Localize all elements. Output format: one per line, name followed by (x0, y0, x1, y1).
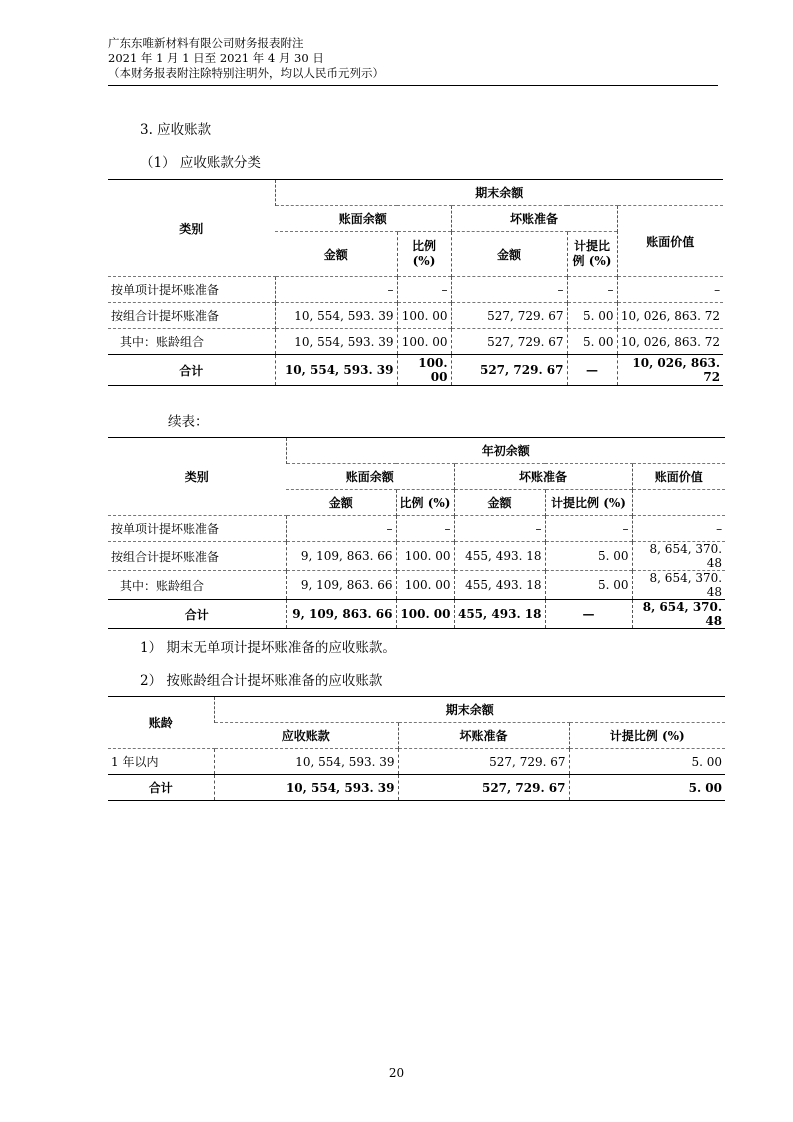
report-period: 2021 年 1 月 1 日至 2021 年 4 月 30 日 (108, 51, 324, 65)
header-bad-debt: 坏账准备 (398, 723, 569, 749)
table-row: 1 年以内 10, 554, 593. 39 527, 729. 67 5. 00 (108, 749, 725, 775)
total-row: 合计 10, 554, 593. 39 100. 00 527, 729. 67 — 10, 026, 863. 72 (108, 355, 723, 386)
section-subtitle: （1） 应收账款分类 (140, 155, 261, 171)
table-row: 其中：账龄组合 10, 554, 593. 39 100. 00 527, 729. 67 5. 00 10, 026, 863. 72 (108, 329, 723, 355)
total-row: 合计 9, 109, 863. 66 100. 00 455, 493. 18 — 8, 654, 370. 48 (108, 600, 725, 629)
receivables-closing-table (108, 179, 723, 386)
receivables-opening-table (108, 437, 725, 629)
continued-label: 续表： (168, 414, 209, 430)
header-amount: 金额 (286, 490, 396, 516)
header-category: 类别 (184, 470, 209, 484)
header-rate: 计提比例 (%) (545, 490, 632, 516)
header-period: 期末余额 (214, 697, 725, 723)
aging-table (108, 696, 725, 801)
page-header (108, 36, 718, 81)
table-row: 按组合计提坏账准备 10, 554, 593. 39 100. 00 527, 729. 67 5. 00 10, 026, 863. 72 (108, 303, 723, 329)
header-rate: 计提比例 (%) (569, 723, 725, 749)
note-1: 1） 期末无单项计提坏账准备的应收账款。 (140, 640, 396, 656)
table-row: 其中：账龄组合 9, 109, 863. 66 100. 00 455, 493. 18 5. 00 8, 654, 370. 48 (108, 571, 725, 600)
header-amount-bad: 金额 (451, 232, 567, 277)
header-bad-debt: 坏账准备 (454, 464, 632, 490)
header-rule (108, 85, 718, 86)
header-age: 账龄 (148, 716, 173, 730)
table-row: 按单项计提坏账准备 – – – – – (108, 516, 725, 542)
header-book-value: 账面价值 (617, 206, 723, 277)
header-bad-debt: 坏账准备 (451, 206, 617, 232)
currency-note: （本财务报表附注除特别注明外，均以人民币元列示） (108, 66, 384, 80)
table-row: 按组合计提坏账准备 9, 109, 863. 66 100. 00 455, 493. 18 5. 00 8, 654, 370. 48 (108, 542, 725, 571)
header-rate: 计提比 例 (%) (567, 232, 617, 277)
header-period: 年初余额 (286, 438, 725, 464)
total-row: 合计 10, 554, 593. 39 527, 729. 67 5. 00 (108, 775, 725, 801)
page-number: 20 (388, 1066, 405, 1080)
header-book-balance: 账面余额 (275, 206, 451, 232)
header-ratio: 比例 (%) (397, 232, 451, 277)
header-receivable: 应收账款 (214, 723, 398, 749)
note-2: 2） 按账龄组合计提坏账准备的应收账款 (140, 673, 383, 689)
header-category: 类别 (179, 221, 204, 236)
section-title: 3. 应收账款 (140, 122, 212, 138)
table-row: 按单项计提坏账准备 – – – – – (108, 277, 723, 303)
header-amount-bad: 金额 (454, 490, 545, 516)
header-ratio: 比例 (%) (396, 490, 454, 516)
company-title: 广东东唯新材料有限公司财务报表附注 (108, 36, 304, 50)
header-empty (632, 490, 725, 516)
header-book-balance: 账面余额 (286, 464, 454, 490)
header-amount: 金额 (275, 232, 397, 277)
header-book-value: 账面价值 (632, 464, 725, 490)
header-period: 期末余额 (275, 180, 723, 206)
